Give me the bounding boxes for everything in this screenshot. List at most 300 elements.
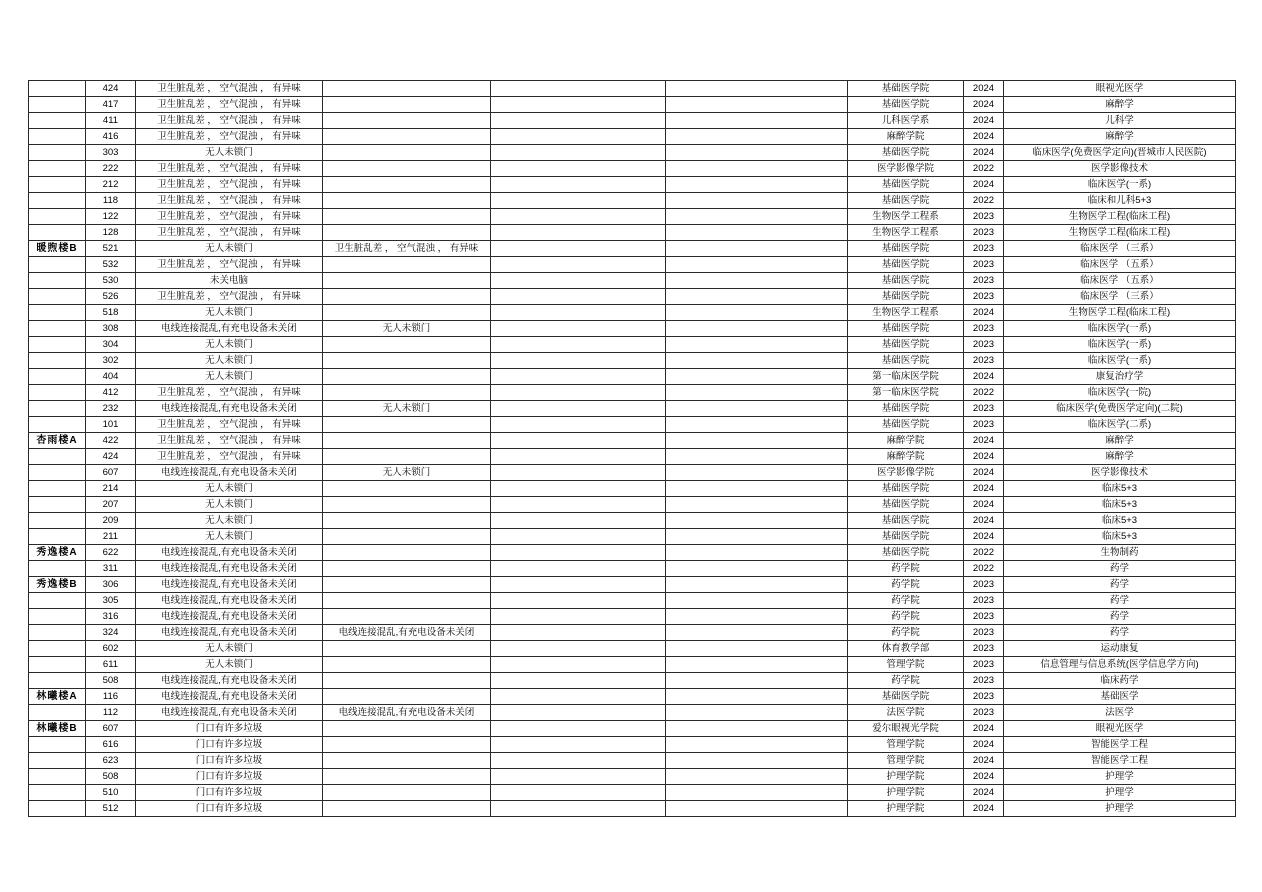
cell-issue-1: 卫生脏乱差 ， 空气混浊 ， 有异味 (136, 225, 323, 241)
cell-major: 临床医学 （五系） (1004, 273, 1236, 289)
cell-extra-1 (491, 609, 666, 625)
cell-building (29, 337, 86, 353)
cell-building (29, 737, 86, 753)
cell-extra-1 (491, 769, 666, 785)
cell-college: 药学院 (848, 593, 964, 609)
cell-college: 基础医学院 (848, 481, 964, 497)
cell-college: 药学院 (848, 673, 964, 689)
cell-room: 416 (86, 129, 136, 145)
cell-year: 2024 (964, 769, 1004, 785)
cell-year: 2023 (964, 609, 1004, 625)
cell-extra-2 (666, 401, 848, 417)
cell-major: 麻醉学 (1004, 449, 1236, 465)
cell-issue-1: 无人未锁门 (136, 337, 323, 353)
cell-major: 医学影像技术 (1004, 465, 1236, 481)
cell-extra-1 (491, 417, 666, 433)
cell-major: 临床医学(一系) (1004, 177, 1236, 193)
cell-college: 基础医学院 (848, 145, 964, 161)
cell-major: 信息管理与信息系统(医学信息学方向) (1004, 657, 1236, 673)
cell-issue-1: 无人未锁门 (136, 353, 323, 369)
cell-college: 基础医学院 (848, 177, 964, 193)
cell-extra-1 (491, 177, 666, 193)
cell-extra-2 (666, 225, 848, 241)
cell-room: 303 (86, 145, 136, 161)
cell-issue-1: 未关电脑 (136, 273, 323, 289)
cell-building (29, 289, 86, 305)
cell-college: 基础医学院 (848, 289, 964, 305)
inspection-table-body (29, 81, 1236, 817)
cell-issue-1: 电线连接混乱,有充电设备未关闭 (136, 561, 323, 577)
cell-extra-1 (491, 657, 666, 673)
cell-extra-1 (491, 145, 666, 161)
cell-extra-2 (666, 753, 848, 769)
cell-college: 体育教学部 (848, 641, 964, 657)
cell-issue-1: 电线连接混乱,有充电设备未关闭 (136, 593, 323, 609)
cell-extra-2 (666, 177, 848, 193)
table-row (29, 801, 1236, 817)
cell-issue-1: 门口有许多垃圾 (136, 721, 323, 737)
table-row (29, 561, 1236, 577)
cell-extra-1 (491, 625, 666, 641)
table-row (29, 369, 1236, 385)
cell-year: 2023 (964, 673, 1004, 689)
cell-major: 临床医学(一系) (1004, 321, 1236, 337)
cell-issue-1: 门口有许多垃圾 (136, 769, 323, 785)
cell-college: 第一临床医学院 (848, 369, 964, 385)
cell-major: 医学影像技术 (1004, 161, 1236, 177)
cell-issue-2 (323, 545, 491, 561)
cell-college: 基础医学院 (848, 529, 964, 545)
cell-extra-1 (491, 241, 666, 257)
cell-issue-1: 电线连接混乱,有充电设备未关闭 (136, 465, 323, 481)
cell-issue-2 (323, 561, 491, 577)
cell-college: 药学院 (848, 609, 964, 625)
table-row (29, 481, 1236, 497)
table-row (29, 193, 1236, 209)
cell-building (29, 753, 86, 769)
cell-year: 2023 (964, 593, 1004, 609)
cell-college: 基础医学院 (848, 97, 964, 113)
cell-room: 510 (86, 785, 136, 801)
cell-room: 602 (86, 641, 136, 657)
cell-major: 临床5+3 (1004, 481, 1236, 497)
cell-year: 2023 (964, 321, 1004, 337)
cell-issue-1: 电线连接混乱,有充电设备未关闭 (136, 577, 323, 593)
cell-building (29, 641, 86, 657)
cell-major: 生物医学工程(临床工程) (1004, 225, 1236, 241)
cell-major: 儿科学 (1004, 113, 1236, 129)
table-row (29, 257, 1236, 273)
cell-issue-2 (323, 193, 491, 209)
cell-room: 122 (86, 209, 136, 225)
cell-extra-2 (666, 705, 848, 721)
cell-issue-1: 卫生脏乱差 ， 空气混浊 ， 有异味 (136, 193, 323, 209)
table-row (29, 225, 1236, 241)
cell-extra-1 (491, 641, 666, 657)
cell-extra-1 (491, 785, 666, 801)
cell-issue-2 (323, 737, 491, 753)
cell-college: 基础医学院 (848, 689, 964, 705)
cell-room: 212 (86, 177, 136, 193)
cell-year: 2023 (964, 641, 1004, 657)
cell-year: 2024 (964, 753, 1004, 769)
cell-major: 眼视光医学 (1004, 81, 1236, 97)
cell-major: 药学 (1004, 625, 1236, 641)
cell-room: 622 (86, 545, 136, 561)
cell-extra-2 (666, 129, 848, 145)
cell-major: 临床医学(免费医学定向)(二院) (1004, 401, 1236, 417)
cell-room: 424 (86, 81, 136, 97)
cell-issue-1: 无人未锁门 (136, 145, 323, 161)
cell-college: 儿科医学系 (848, 113, 964, 129)
cell-building (29, 417, 86, 433)
cell-college: 基础医学院 (848, 321, 964, 337)
cell-college: 法医学院 (848, 705, 964, 721)
cell-year: 2024 (964, 369, 1004, 385)
cell-major: 临床医学 （五系） (1004, 257, 1236, 273)
cell-extra-2 (666, 369, 848, 385)
cell-college: 基础医学院 (848, 513, 964, 529)
cell-room: 232 (86, 401, 136, 417)
cell-issue-2 (323, 257, 491, 273)
cell-extra-1 (491, 257, 666, 273)
cell-issue-2: 电线连接混乱,有充电设备未关闭 (323, 625, 491, 641)
cell-issue-1: 门口有许多垃圾 (136, 785, 323, 801)
table-row (29, 689, 1236, 705)
cell-major: 临床医学(一院) (1004, 385, 1236, 401)
cell-issue-2 (323, 113, 491, 129)
cell-extra-2 (666, 609, 848, 625)
cell-college: 生物医学工程系 (848, 305, 964, 321)
cell-year: 2023 (964, 657, 1004, 673)
cell-extra-1 (491, 721, 666, 737)
cell-issue-1: 卫生脏乱差 ， 空气混浊 ， 有异味 (136, 257, 323, 273)
cell-building: 暖煦楼B (29, 241, 86, 257)
cell-year: 2024 (964, 529, 1004, 545)
cell-extra-2 (666, 433, 848, 449)
cell-building (29, 673, 86, 689)
cell-issue-1: 门口有许多垃圾 (136, 753, 323, 769)
cell-year: 2023 (964, 241, 1004, 257)
cell-building: 林曦楼A (29, 689, 86, 705)
cell-room: 211 (86, 529, 136, 545)
cell-major: 药学 (1004, 609, 1236, 625)
cell-building (29, 401, 86, 417)
cell-issue-2 (323, 273, 491, 289)
cell-room: 128 (86, 225, 136, 241)
cell-year: 2023 (964, 625, 1004, 641)
cell-extra-2 (666, 769, 848, 785)
cell-extra-1 (491, 577, 666, 593)
cell-extra-2 (666, 625, 848, 641)
cell-issue-1: 无人未锁门 (136, 305, 323, 321)
cell-year: 2022 (964, 161, 1004, 177)
cell-extra-1 (491, 401, 666, 417)
cell-extra-2 (666, 545, 848, 561)
cell-issue-1: 电线连接混乱,有充电设备未关闭 (136, 321, 323, 337)
cell-room: 532 (86, 257, 136, 273)
cell-issue-1: 无人未锁门 (136, 657, 323, 673)
cell-year: 2024 (964, 129, 1004, 145)
cell-building: 杏雨楼A (29, 433, 86, 449)
cell-issue-2 (323, 289, 491, 305)
cell-year: 2023 (964, 257, 1004, 273)
cell-room: 607 (86, 465, 136, 481)
cell-issue-2 (323, 369, 491, 385)
cell-major: 眼视光医学 (1004, 721, 1236, 737)
table-row (29, 305, 1236, 321)
cell-college: 爱尔眼视光学院 (848, 721, 964, 737)
cell-building (29, 305, 86, 321)
cell-building (29, 529, 86, 545)
cell-major: 临床医学 （三系） (1004, 241, 1236, 257)
cell-extra-2 (666, 561, 848, 577)
cell-extra-1 (491, 353, 666, 369)
cell-building (29, 625, 86, 641)
table-row (29, 593, 1236, 609)
cell-issue-2 (323, 129, 491, 145)
cell-major: 麻醉学 (1004, 433, 1236, 449)
cell-major: 临床医学(一系) (1004, 337, 1236, 353)
cell-year: 2024 (964, 145, 1004, 161)
cell-issue-2 (323, 689, 491, 705)
cell-extra-1 (491, 737, 666, 753)
cell-building (29, 81, 86, 97)
table-row (29, 449, 1236, 465)
cell-year: 2024 (964, 801, 1004, 817)
cell-room: 308 (86, 321, 136, 337)
cell-building (29, 321, 86, 337)
cell-room: 209 (86, 513, 136, 529)
cell-extra-2 (666, 353, 848, 369)
cell-building (29, 449, 86, 465)
table-row (29, 337, 1236, 353)
cell-college: 基础医学院 (848, 497, 964, 513)
cell-college: 护理学院 (848, 801, 964, 817)
cell-major: 临床5+3 (1004, 529, 1236, 545)
cell-room: 324 (86, 625, 136, 641)
cell-year: 2023 (964, 705, 1004, 721)
cell-extra-1 (491, 289, 666, 305)
cell-college: 麻醉学院 (848, 433, 964, 449)
cell-issue-1: 卫生脏乱差 ， 空气混浊 ， 有异味 (136, 449, 323, 465)
cell-year: 2024 (964, 449, 1004, 465)
cell-extra-2 (666, 801, 848, 817)
cell-issue-1: 无人未锁门 (136, 513, 323, 529)
cell-issue-2 (323, 353, 491, 369)
cell-college: 护理学院 (848, 769, 964, 785)
cell-extra-2 (666, 241, 848, 257)
cell-room: 526 (86, 289, 136, 305)
cell-extra-2 (666, 209, 848, 225)
cell-extra-2 (666, 417, 848, 433)
cell-issue-2 (323, 577, 491, 593)
cell-building (29, 257, 86, 273)
cell-extra-2 (666, 593, 848, 609)
cell-issue-2: 卫生脏乱差 ， 空气混浊 ， 有异味 (323, 241, 491, 257)
table-row (29, 289, 1236, 305)
table-row (29, 385, 1236, 401)
cell-extra-2 (666, 673, 848, 689)
cell-college: 基础医学院 (848, 81, 964, 97)
cell-extra-1 (491, 529, 666, 545)
cell-major: 运动康复 (1004, 641, 1236, 657)
cell-year: 2023 (964, 209, 1004, 225)
cell-extra-1 (491, 81, 666, 97)
cell-issue-1: 卫生脏乱差 ， 空气混浊 ， 有异味 (136, 113, 323, 129)
cell-issue-1: 电线连接混乱,有充电设备未关闭 (136, 689, 323, 705)
cell-issue-2 (323, 513, 491, 529)
cell-college: 管理学院 (848, 753, 964, 769)
cell-building (29, 657, 86, 673)
table-row (29, 97, 1236, 113)
cell-year: 2024 (964, 81, 1004, 97)
cell-year: 2022 (964, 561, 1004, 577)
cell-issue-2 (323, 81, 491, 97)
cell-issue-1: 无人未锁门 (136, 481, 323, 497)
cell-building (29, 481, 86, 497)
cell-building (29, 193, 86, 209)
table-row (29, 417, 1236, 433)
cell-extra-1 (491, 273, 666, 289)
cell-major: 临床医学(免费医学定向)(晋城市人民医院) (1004, 145, 1236, 161)
cell-room: 306 (86, 577, 136, 593)
cell-issue-1: 卫生脏乱差 ， 空气混浊 ， 有异味 (136, 129, 323, 145)
cell-year: 2023 (964, 417, 1004, 433)
table-row (29, 609, 1236, 625)
cell-college: 基础医学院 (848, 257, 964, 273)
cell-extra-2 (666, 481, 848, 497)
table-row (29, 673, 1236, 689)
cell-college: 医学影像学院 (848, 465, 964, 481)
cell-major: 生物制药 (1004, 545, 1236, 561)
cell-college: 麻醉学院 (848, 449, 964, 465)
cell-college: 管理学院 (848, 737, 964, 753)
cell-year: 2023 (964, 225, 1004, 241)
cell-year: 2024 (964, 481, 1004, 497)
cell-major: 生物医学工程(临床工程) (1004, 209, 1236, 225)
cell-major: 护理学 (1004, 801, 1236, 817)
cell-room: 112 (86, 705, 136, 721)
cell-building (29, 785, 86, 801)
cell-college: 基础医学院 (848, 353, 964, 369)
cell-year: 2023 (964, 353, 1004, 369)
cell-room: 623 (86, 753, 136, 769)
cell-room: 207 (86, 497, 136, 513)
cell-room: 101 (86, 417, 136, 433)
cell-extra-1 (491, 113, 666, 129)
cell-year: 2024 (964, 177, 1004, 193)
cell-major: 临床医学(一系) (1004, 353, 1236, 369)
cell-issue-2 (323, 433, 491, 449)
cell-college: 药学院 (848, 625, 964, 641)
cell-room: 411 (86, 113, 136, 129)
cell-issue-1: 无人未锁门 (136, 369, 323, 385)
cell-major: 麻醉学 (1004, 129, 1236, 145)
table-row (29, 529, 1236, 545)
cell-building (29, 769, 86, 785)
cell-room: 422 (86, 433, 136, 449)
table-row (29, 273, 1236, 289)
cell-extra-2 (666, 321, 848, 337)
cell-issue-1: 卫生脏乱差 ， 空气混浊 ， 有异味 (136, 97, 323, 113)
cell-building (29, 145, 86, 161)
cell-room: 508 (86, 769, 136, 785)
cell-year: 2024 (964, 721, 1004, 737)
cell-issue-2 (323, 657, 491, 673)
table-row (29, 353, 1236, 369)
cell-year: 2024 (964, 97, 1004, 113)
cell-extra-1 (491, 465, 666, 481)
cell-college: 基础医学院 (848, 401, 964, 417)
cell-issue-1: 卫生脏乱差 ， 空气混浊 ， 有异味 (136, 289, 323, 305)
table-row (29, 577, 1236, 593)
cell-extra-1 (491, 321, 666, 337)
cell-extra-1 (491, 193, 666, 209)
cell-major: 临床医学(二系) (1004, 417, 1236, 433)
cell-room: 508 (86, 673, 136, 689)
cell-issue-2 (323, 161, 491, 177)
cell-major: 智能医学工程 (1004, 737, 1236, 753)
cell-building (29, 209, 86, 225)
cell-issue-2 (323, 97, 491, 113)
table-row (29, 161, 1236, 177)
cell-issue-2 (323, 801, 491, 817)
cell-extra-1 (491, 545, 666, 561)
cell-extra-2 (666, 465, 848, 481)
cell-building (29, 369, 86, 385)
cell-issue-1: 电线连接混乱,有充电设备未关闭 (136, 625, 323, 641)
cell-extra-1 (491, 497, 666, 513)
table-row (29, 625, 1236, 641)
cell-college: 基础医学院 (848, 273, 964, 289)
cell-extra-2 (666, 257, 848, 273)
cell-room: 521 (86, 241, 136, 257)
cell-issue-2: 电线连接混乱,有充电设备未关闭 (323, 705, 491, 721)
cell-college: 基础医学院 (848, 337, 964, 353)
table-row (29, 721, 1236, 737)
cell-issue-1: 无人未锁门 (136, 241, 323, 257)
cell-building (29, 385, 86, 401)
cell-room: 530 (86, 273, 136, 289)
cell-extra-1 (491, 337, 666, 353)
cell-room: 417 (86, 97, 136, 113)
cell-building (29, 801, 86, 817)
cell-college: 麻醉学院 (848, 129, 964, 145)
cell-room: 424 (86, 449, 136, 465)
table-row (29, 321, 1236, 337)
cell-extra-2 (666, 657, 848, 673)
cell-room: 512 (86, 801, 136, 817)
cell-issue-2 (323, 753, 491, 769)
cell-room: 304 (86, 337, 136, 353)
cell-extra-1 (491, 801, 666, 817)
cell-extra-2 (666, 721, 848, 737)
cell-extra-2 (666, 577, 848, 593)
cell-room: 118 (86, 193, 136, 209)
table-row (29, 241, 1236, 257)
cell-year: 2024 (964, 433, 1004, 449)
cell-extra-2 (666, 337, 848, 353)
cell-extra-1 (491, 433, 666, 449)
cell-room: 116 (86, 689, 136, 705)
cell-issue-1: 卫生脏乱差 ， 空气混浊 ， 有异味 (136, 177, 323, 193)
cell-college: 医学影像学院 (848, 161, 964, 177)
table-row (29, 705, 1236, 721)
table-row (29, 545, 1236, 561)
cell-major: 临床医学 （三系） (1004, 289, 1236, 305)
cell-extra-2 (666, 785, 848, 801)
